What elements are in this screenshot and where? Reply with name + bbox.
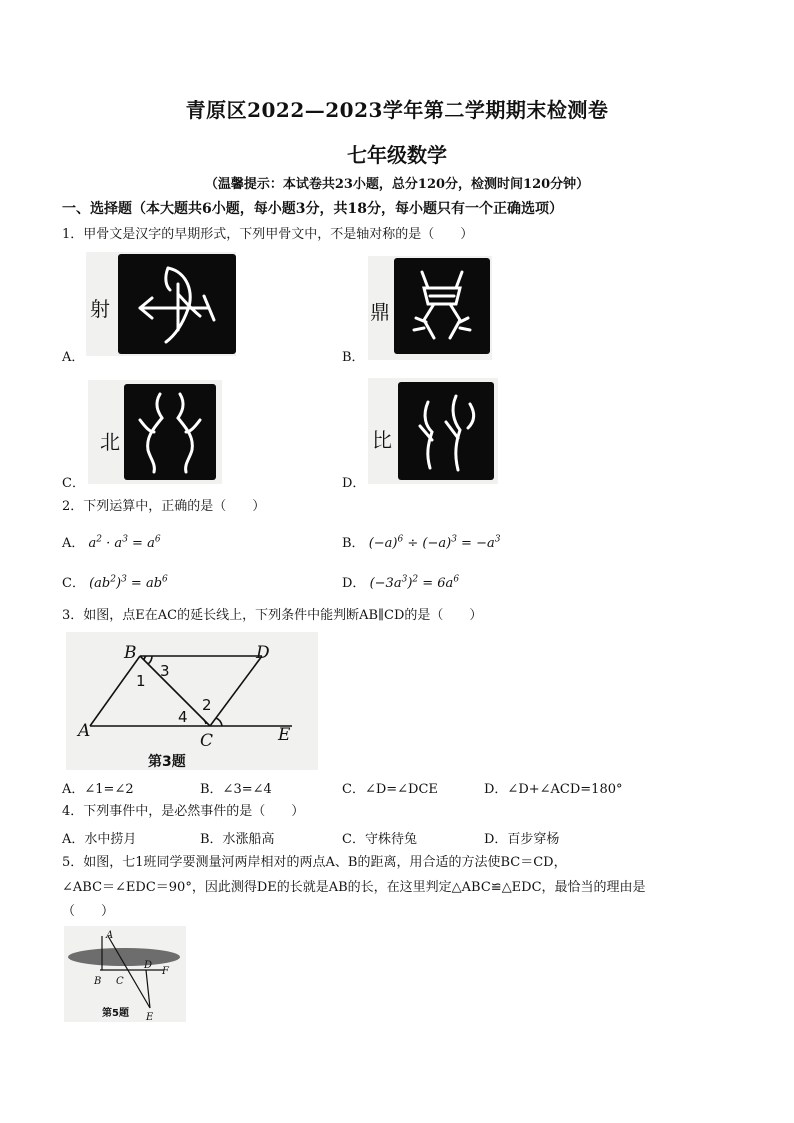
q3-figure-photo xyxy=(66,632,318,770)
q2-option-d-expr: $(-3a^3)^2 = 6a^6$ xyxy=(369,574,460,591)
q3-option-b: B．∠3=∠4 xyxy=(200,782,272,797)
option-d-letter: D． xyxy=(342,476,366,491)
q5-caption: 第5题 xyxy=(102,1008,129,1019)
q2-option-a-letter: A． xyxy=(62,536,85,551)
q3-angle-2: 2 xyxy=(202,696,212,714)
q4-option-b: B．水涨船高 xyxy=(200,832,275,847)
q5-label-a: A xyxy=(106,930,114,941)
oracle-she-glyph xyxy=(118,254,236,354)
q2-option-c-expr: $(ab^2)^3 = ab^6$ xyxy=(89,574,168,591)
q4-option-a: A．水中捞月 xyxy=(62,832,137,847)
exam-title: 青原区2022—2023学年第二学期期末检测卷 xyxy=(185,98,609,122)
option-c-char: 北 xyxy=(100,430,120,454)
q3-option-d: D．∠D+∠ACD=180° xyxy=(484,782,623,797)
q3-caption: 第3题 xyxy=(148,754,186,770)
oracle-bi-glyph xyxy=(398,382,494,480)
question-3-stem: 3．如图，点E在AC的延长线上，下列条件中能判断AB∥CD的是（ ） xyxy=(62,608,483,623)
q3-label-a: A xyxy=(78,721,91,741)
q4-option-c: C．守株待兔 xyxy=(342,832,417,847)
question-5-line2: ∠ABC＝∠EDC＝90°，因此测得DE的长就是AB的长，在这里判定△ABC≌△EDC，最恰当的理由是 xyxy=(62,880,646,895)
q3-angle-1: 1 xyxy=(136,672,146,690)
q3-label-c: C xyxy=(200,731,214,751)
q5-figure xyxy=(64,926,186,1022)
question-1-stem: 1．甲骨文是汉字的早期形式，下列甲骨文中，不是轴对称的是（ ） xyxy=(62,227,474,242)
question-4-stem: 4．下列事件中，是必然事件的是（ ） xyxy=(62,804,305,819)
question-5-line3: （ ） xyxy=(62,904,115,919)
option-b-letter: B． xyxy=(342,350,365,365)
q2-option-b xyxy=(342,532,500,551)
q2-option-c xyxy=(62,572,168,591)
exam-subtitle: 七年级数学 xyxy=(347,143,447,167)
option-b-char: 鼎 xyxy=(370,300,390,324)
q5-figure-photo xyxy=(64,926,186,1022)
option-a-char: 射 xyxy=(90,297,110,321)
q4-option-d: D．百步穿杨 xyxy=(484,832,560,847)
q2-option-b-letter: B． xyxy=(342,536,365,551)
q2-option-d-letter: D． xyxy=(342,576,366,591)
option-d-char: 比 xyxy=(372,428,392,452)
q5-label-c: C xyxy=(116,976,124,987)
question-5-line1: 5．如图，七1班同学要测量河两岸相对的两点A、B的距离，用合适的方法使BC＝CD， xyxy=(62,855,567,870)
q3-figure xyxy=(66,632,318,770)
q5-label-e: E xyxy=(146,1012,154,1022)
q3-label-d: D xyxy=(256,643,270,663)
q5-label-b: B xyxy=(94,976,102,987)
q2-option-d xyxy=(342,572,459,591)
oracle-ding-glyph xyxy=(394,258,490,354)
oracle-bei-glyph xyxy=(124,384,216,480)
q3-option-c: C．∠D=∠DCE xyxy=(342,782,438,797)
q3-label-b: B xyxy=(124,643,137,663)
q5-label-f: F xyxy=(162,966,169,977)
exam-notice: （温馨提示：本试卷共23小题，总分120分，检测时间120分钟） xyxy=(204,177,590,192)
question-2-stem: 2．下列运算中，正确的是（ ） xyxy=(62,499,266,514)
section-heading: 一、选择题（本大题共6小题，每小题3分，共18分，每小题只有一个正确选项） xyxy=(62,201,563,217)
q2-option-c-letter: C． xyxy=(62,576,85,591)
option-c-letter: C． xyxy=(62,476,85,491)
q2-option-a-expr: $a^2 \cdot a^3 = a^6$ xyxy=(88,534,161,551)
q3-label-e: E xyxy=(278,725,291,745)
option-a-letter: A． xyxy=(62,350,85,365)
q5-label-d: D xyxy=(144,960,153,971)
q3-option-a: A．∠1=∠2 xyxy=(62,782,134,797)
q3-angle-3: 3 xyxy=(160,662,170,680)
q2-option-a xyxy=(62,532,161,551)
q2-option-b-expr: $(-a)^6 \div (-a)^3 = -a^3$ xyxy=(368,534,501,551)
q3-angle-4: 4 xyxy=(178,708,188,726)
